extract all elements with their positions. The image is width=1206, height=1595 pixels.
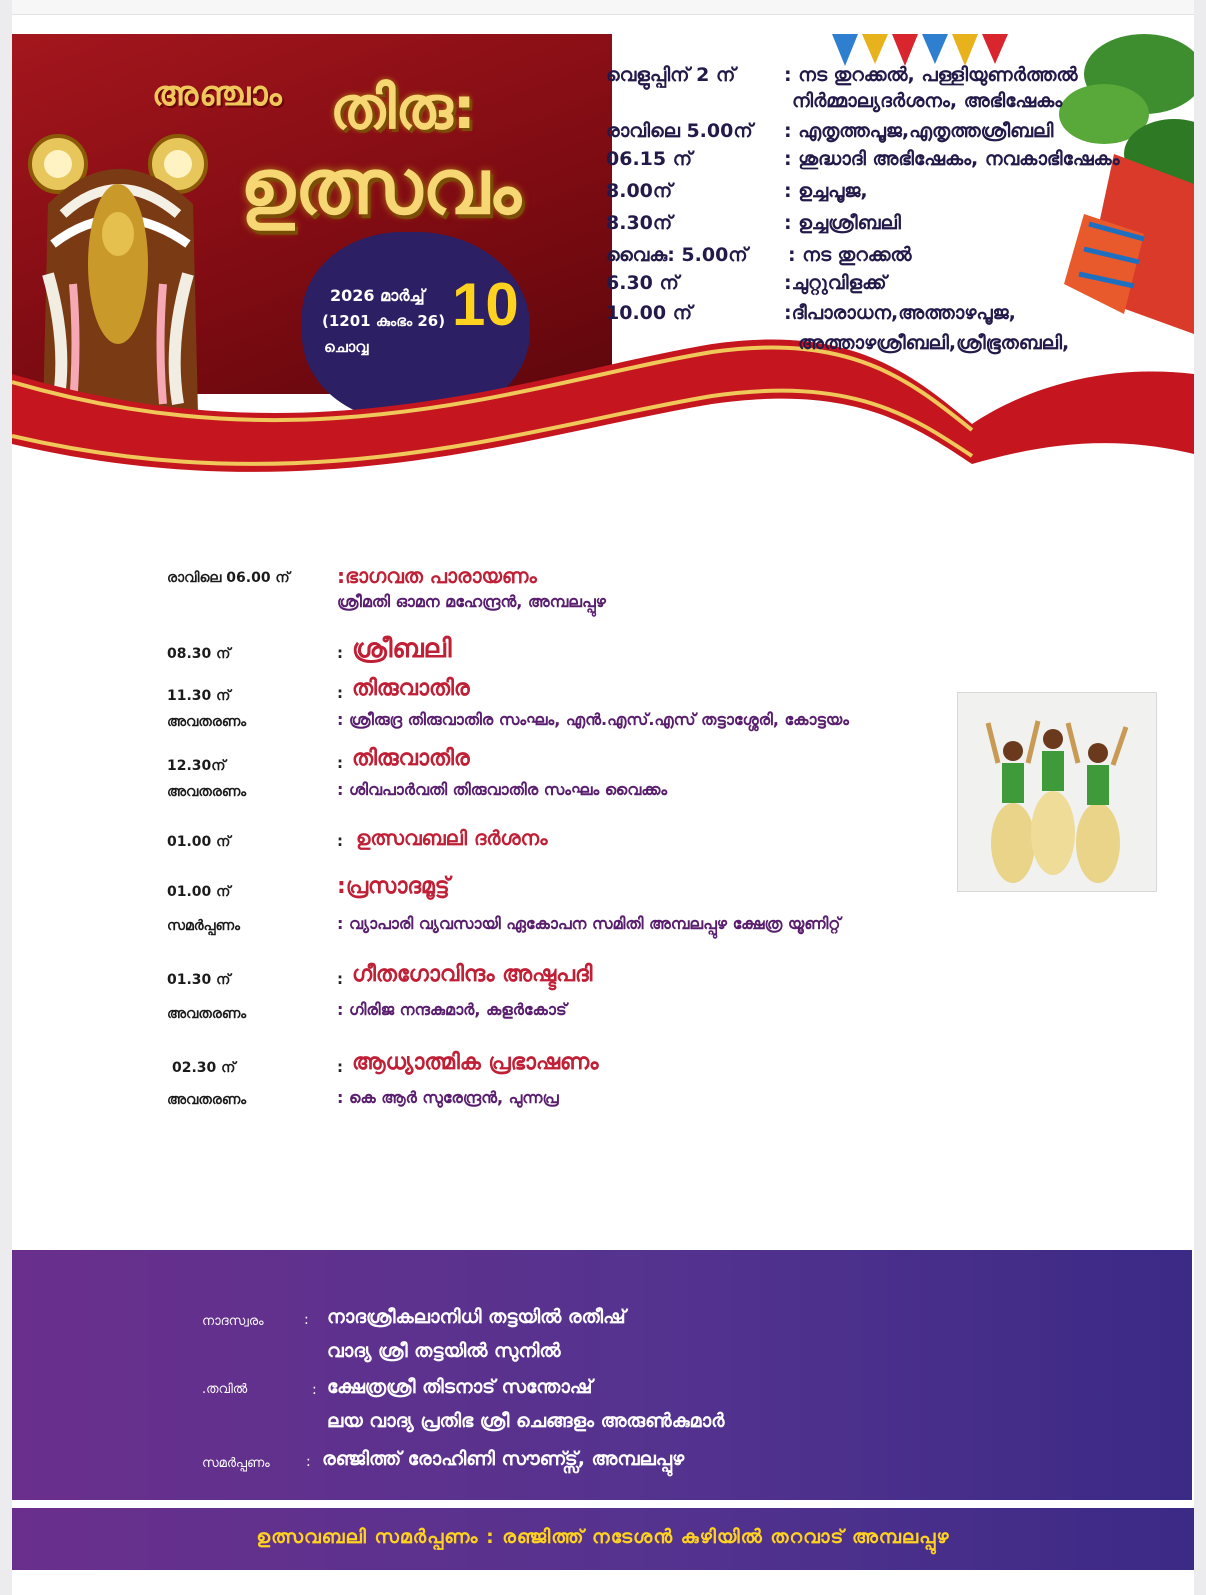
schedule-time: രാവിലെ 5.00ന് xyxy=(606,120,753,142)
schedule-event: : ഉച്ചശ്രീബലി xyxy=(784,212,901,234)
program-title: ശ്രീബലി xyxy=(352,634,452,664)
program-time: 01.00 ന് xyxy=(167,834,231,850)
artist-colon: : xyxy=(304,1312,309,1328)
artist-value: ലയ വാദ്യ പ്രതിഭ ശ്രീ ചെങ്ങളം അരുൺകുമാർ xyxy=(327,1410,725,1432)
date-day: 10 xyxy=(452,271,519,338)
program-title: ഗീതഗോവിന്ദം അഷ്ടപദി xyxy=(352,962,593,987)
program-sub-label: അവതരണം xyxy=(167,1092,247,1108)
program-list xyxy=(12,560,1194,1120)
schedule-event: നിർമ്മാല്യദർശനം, അഭിഷേകം xyxy=(792,90,1063,112)
schedule-event: :ദീപാരാധന,അത്താഴപൂജ, xyxy=(784,302,1016,324)
program-title: തിരുവാതിര xyxy=(352,676,470,701)
artist-label: .തവിൽ xyxy=(202,1382,248,1397)
schedule-row xyxy=(606,244,1186,274)
program-time: 08.30 ന് xyxy=(167,646,231,662)
schedule-event: : ഉച്ചപൂജ, xyxy=(784,180,868,202)
program-title: ആധ്യാത്മിക പ്രഭാഷണം xyxy=(352,1050,599,1075)
schedule-row xyxy=(606,332,1186,362)
sponsor-banner xyxy=(12,1508,1194,1570)
schedule-event: : നട തുറക്കൽ, പള്ളിയുണർത്തൽ xyxy=(784,64,1078,86)
schedule-row xyxy=(606,212,1186,242)
program-sub: : വ്യാപാരി വ്യവസായി ഏകോപന സമിതി അമ്പലപ്പുഴ ക്ഷേത്ര യൂണിറ്റ് xyxy=(337,914,841,933)
schedule-time: 6.30 ന് xyxy=(606,272,679,294)
program-sub-label: അവതരണം xyxy=(167,784,247,800)
artist-label: സമർപ്പണം xyxy=(202,1456,270,1471)
sponsor-text: ഉത്സവബലി സമർപ്പണം : രഞ്ജിത്ത് നടേശൻ കുഴിയിൽ തറവാട് അമ്പലപ്പുഴ xyxy=(256,1526,950,1548)
top-strip xyxy=(12,0,1194,15)
title-anjam: അഞ്ചാം xyxy=(152,74,283,114)
program-sub-label: സമർപ്പണം xyxy=(167,918,240,934)
artist-value: വാദ്യ ശ്രീ തട്ടയിൽ സുനിൽ xyxy=(327,1340,561,1362)
schedule-row xyxy=(606,120,1186,150)
schedule-time: 06.15 ന് xyxy=(606,148,693,170)
program-colon: : xyxy=(337,832,343,850)
artists-panel xyxy=(12,1250,1192,1500)
program-colon: : xyxy=(337,684,343,702)
schedule-time: വെളുപ്പിന് 2 ന് xyxy=(606,64,736,86)
program-time: 02.30 ന് xyxy=(172,1060,236,1076)
program-time: 11.30 ന് xyxy=(167,688,231,704)
program-sub: : ഗിരിജ നന്ദകുമാർ, കളർകോട് xyxy=(337,1000,567,1019)
schedule-row xyxy=(606,148,1186,178)
artist-value: രഞ്ജിത്ത് രോഹിണി സൗണ്ട്സ്, അമ്പലപ്പുഴ xyxy=(322,1448,685,1470)
title-utsavam: ഉത്സവം xyxy=(240,142,521,231)
schedule-time: 10.00 ന് xyxy=(606,302,693,324)
artist-label: നാദസ്വരം xyxy=(202,1314,264,1329)
program-title-text: പ്രസാദമൂട്ട് xyxy=(345,874,450,899)
date-line1: 2026 മാർച്ച് xyxy=(330,286,425,305)
program-time: 01.00 ന് xyxy=(167,884,231,900)
program-colon: : xyxy=(337,754,343,772)
schedule-row xyxy=(606,180,1186,210)
schedule-event: :ചുറ്റുവിളക്ക് xyxy=(784,272,887,294)
schedule-row xyxy=(606,272,1186,302)
program-title: തിരുവാതിര xyxy=(352,746,470,771)
program-sub: : ശ്രീരുദ്ര തിരുവാതിര സംഘം, എൻ.എസ്.എസ് തട്ടാശ്ശേരി, കോട്ടയം xyxy=(337,710,849,729)
header-banner xyxy=(12,34,1194,474)
schedule-row xyxy=(606,302,1186,332)
schedule-event: : ശുദ്ധാദി അഭിഷേകം, നവകാഭിഷേകം xyxy=(784,148,1120,170)
schedule-time: വൈകു: 5.00ന് xyxy=(606,244,748,266)
artist-value: നാദശ്രീകലാനിധി തട്ടയിൽ രതീഷ് xyxy=(327,1306,626,1328)
date-line2: (1201 കുംഭം 26) xyxy=(322,312,446,330)
program-colon: : xyxy=(337,970,343,988)
artist-value: ക്ഷേത്രശ്രീ തിടനാട് സന്തോഷ് xyxy=(327,1376,593,1398)
program-colon: : xyxy=(337,1058,343,1076)
poster xyxy=(12,0,1194,1595)
date-line3: ചൊവ്വ xyxy=(324,338,369,356)
artist-colon: : xyxy=(306,1454,311,1470)
program-sub: ശ്രീമതി ഓമന മഹേന്ദ്രൻ, അമ്പലപ്പുഴ xyxy=(337,592,606,611)
schedule-event: : എതൃത്തപൂജ,എതൃത്തശ്രീബലി xyxy=(784,120,1054,142)
program-colon: : xyxy=(337,644,343,662)
program-sub-label: അവതരണം xyxy=(167,1006,247,1022)
program-title: ഉത്സവബലി ദർശനം xyxy=(356,826,548,850)
program-sub: : കെ ആർ സുരേന്ദ്രൻ, പുന്നപ്ര xyxy=(337,1088,559,1107)
program-time: രാവിലെ 06.00 ന് xyxy=(167,570,290,586)
schedule-event: അത്താഴശ്രീബലി,ശ്രീഭൂതബലി, xyxy=(798,332,1070,354)
schedule-time: 8.00ന് xyxy=(606,180,673,202)
title-thiru: തിരു: xyxy=(330,74,476,142)
thiruvathira-dancers-image xyxy=(957,692,1157,892)
program-title: :ഭാഗവത പാരായണം xyxy=(337,564,537,588)
program-title: :പ്രസാദമൂട്ട് xyxy=(337,874,450,899)
schedule-row xyxy=(606,90,1186,120)
program-sub: : ശിവപാർവതി തിരുവാതിര സംഘം വൈക്കം xyxy=(337,780,668,799)
program-sub-label: അവതരണം xyxy=(167,714,247,730)
program-time: 01.30 ന് xyxy=(167,972,231,988)
schedule-time: 8.30ന് xyxy=(606,212,673,234)
schedule-event: : നട തുറക്കൽ xyxy=(788,244,912,266)
artist-colon: : xyxy=(312,1382,317,1398)
program-time: 12.30ന് xyxy=(167,758,226,774)
